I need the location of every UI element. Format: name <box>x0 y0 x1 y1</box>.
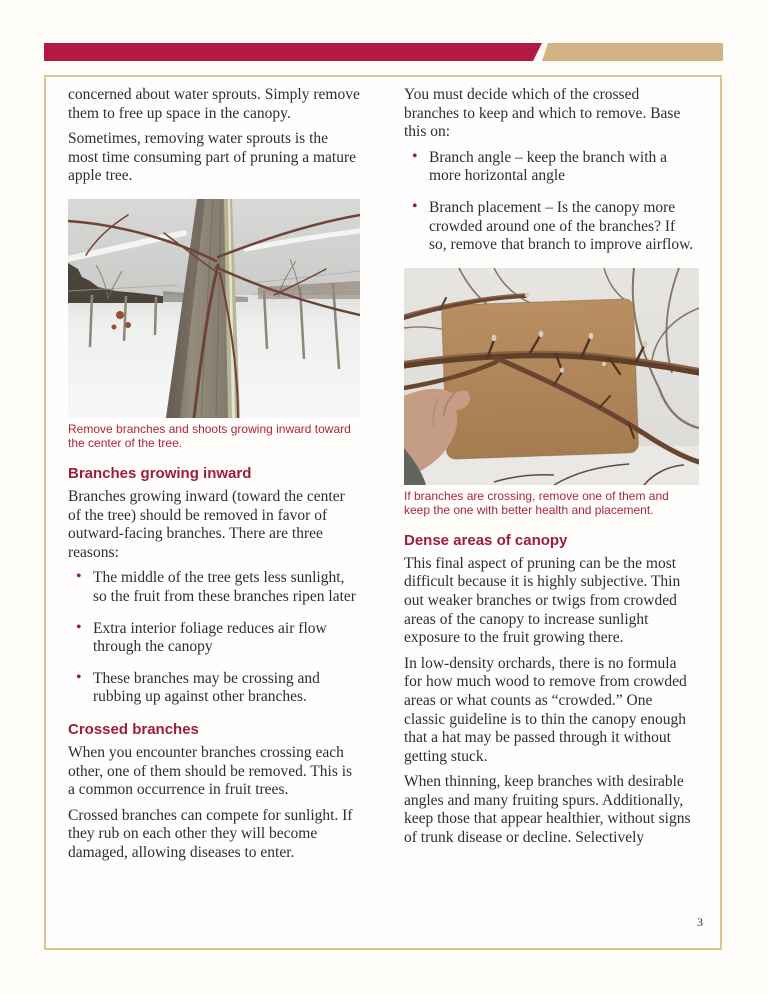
section-heading-dense-areas: Dense areas of canopy <box>404 531 568 549</box>
paragraph: Sometimes, removing water sprouts is the most time consuming part of pruning a mature apple tree. <box>68 130 356 185</box>
paragraph: In low-density orchards, there is no formula for how much wood to remove from crowded areas or what counts as “crowded.” One classic guideline is to thin the canopy enough that a hat may be passed through it without getting stuck. <box>404 654 687 765</box>
crossed-branches-figure <box>404 268 696 518</box>
cardboard-photo <box>404 268 699 485</box>
section-heading-branches-growing-inward: Branches growing inward <box>68 464 252 482</box>
photo-caption: If branches are crossing, remove one of them and keep the one with better health and placement. <box>404 488 669 518</box>
paragraph: concerned about water sprouts. Simply remove them to free up space in the canopy. <box>68 86 360 122</box>
section-heading-crossed-branches: Crossed branches <box>68 720 199 738</box>
orchard-photo <box>68 199 360 418</box>
paragraph: When you encounter branches crossing each other, one of them should be removed. This is a common occurrence in fruit trees. <box>68 743 353 799</box>
content-box <box>44 75 722 950</box>
orchard-post-figure <box>68 199 360 451</box>
bullet-item: • Branch angle – keep the branch with a more horizontal angle <box>404 149 696 186</box>
paragraph: This final aspect of pruning can be the most difficult because it is highly subjective. Thin out weaker branches or twigs from crowded areas of the canopy to increase sunlight exposure to the fruit growing there. <box>404 554 681 647</box>
right-column <box>404 86 696 948</box>
bullet-list <box>68 569 360 707</box>
page-number: 3 <box>697 915 703 929</box>
left-column <box>68 86 360 948</box>
paragraph: Branches growing inward (toward the center of the tree) should be removed in favor of outward-facing branches. There are three reasons: <box>68 487 345 561</box>
bullet-item: • Extra interior foliage reduces air flow through the canopy <box>68 620 360 657</box>
paragraph: You must decide which of the crossed branches to keep and which to remove. Base this on: <box>404 86 681 141</box>
bullet-item: • These branches may be crossing and rubbing up against other branches. <box>68 670 360 707</box>
paragraph: When thinning, keep branches with desirable angles and many fruiting spurs. Additionally, keep those that appear healthier, without signs of trunk disease or decline. Selectively <box>404 773 691 847</box>
bullet-item: • Branch placement – Is the canopy more crowded around one of the branches? If so, remove that branch to improve airflow. <box>404 199 696 255</box>
bullet-list <box>404 149 696 255</box>
header-band <box>44 43 723 61</box>
photo-caption: Remove branches and shoots growing inward toward the center of the tree. <box>68 421 351 451</box>
bullet-item: • The middle of the tree gets less sunlight, so the fruit from these branches ripen later <box>68 569 360 606</box>
paragraph: Crossed branches can compete for sunlight. If they rub on each other they will become damaged, allowing diseases to enter. <box>68 806 353 861</box>
